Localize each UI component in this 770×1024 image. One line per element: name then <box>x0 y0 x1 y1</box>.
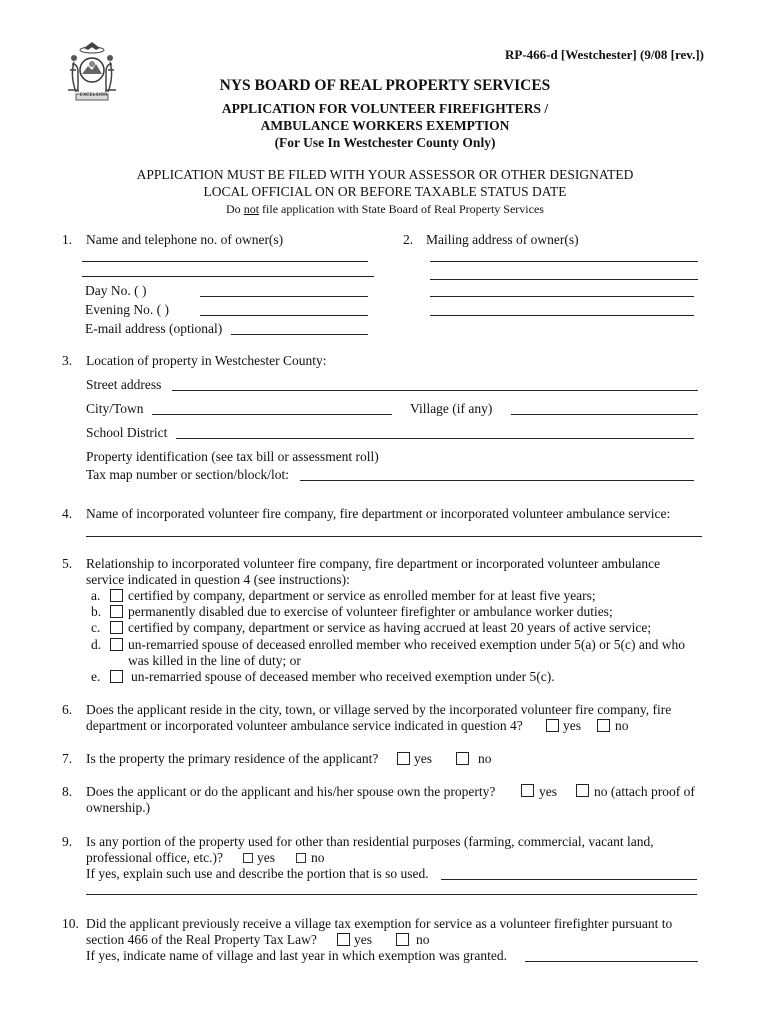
school-district-label: School District <box>86 425 168 440</box>
q5-option-e-text: un-remarried spouse of deceased member who received exemption under 5(c). <box>131 669 555 684</box>
q7-no-checkbox[interactable] <box>456 752 469 765</box>
q6-yes-label: yes <box>563 718 581 733</box>
seal-motto: EXCELSIOR <box>80 93 108 98</box>
property-id-label: Property identification (see tax bill or assessment roll) <box>86 449 379 464</box>
q5-option-e-checkbox[interactable] <box>110 670 123 683</box>
q5-line2: service indicated in question 4 (see instructions): <box>86 572 350 587</box>
q10-village-year-field[interactable] <box>525 944 698 962</box>
q6-no-checkbox[interactable] <box>597 719 610 732</box>
street-address-label: Street address <box>86 377 162 392</box>
q10-line3: If yes, indicate name of village and last year in which exemption was granted. <box>86 948 507 963</box>
q7-yes-label: yes <box>414 751 432 766</box>
q5-option-d-text-cont: was killed in the line of duty; or <box>128 653 301 668</box>
mailing-address-field-3[interactable] <box>430 279 694 297</box>
tax-map-field[interactable] <box>300 463 694 481</box>
street-address-field[interactable] <box>172 373 698 391</box>
q6-line2: department or incorporated volunteer ambulance service indicated in question 4? <box>86 718 523 733</box>
q6-yes-checkbox[interactable] <box>546 719 559 732</box>
q9-yes-checkbox[interactable] <box>243 853 253 863</box>
q6-number: 6. <box>62 702 73 717</box>
q10-line1: Did the applicant previously receive a village tax exemption for service as a volunteer firefighter pursuant to <box>86 916 673 931</box>
agency-title: NYS BOARD OF REAL PROPERTY SERVICES <box>219 77 551 94</box>
nys-seal <box>62 40 122 106</box>
q10-line2: section 466 of the Real Property Tax Law? <box>86 932 317 947</box>
q8-line1: Does the applicant or do the applicant and his/her spouse own the property? <box>86 784 496 799</box>
q5-line1: Relationship to incorporated volunteer fire company, fire department or incorporated volunteer ambulance <box>86 556 661 571</box>
q4-number: 4. <box>62 506 73 521</box>
q7-number: 7. <box>62 751 73 766</box>
q5-option-b-letter: b. <box>91 604 102 619</box>
q9-number: 9. <box>62 834 73 849</box>
q1-number: 1. <box>62 232 73 247</box>
q10-number: 10. <box>62 916 79 931</box>
q5-option-a-text: certified by company, department or service as enrolled member for at least five years; <box>128 588 596 603</box>
q3-number: 3. <box>62 353 73 368</box>
q5-option-a-checkbox[interactable] <box>110 589 123 602</box>
q8-no-checkbox[interactable] <box>576 784 589 797</box>
city-town-field[interactable] <box>152 397 392 415</box>
q6-no-label: no <box>615 718 629 733</box>
q10-no-label: no <box>416 932 430 947</box>
q8-number: 8. <box>62 784 73 799</box>
form-title-line2: AMBULANCE WORKERS EXEMPTION <box>260 118 510 133</box>
q10-yes-label: yes <box>354 932 372 947</box>
q5-option-d-checkbox[interactable] <box>110 638 123 651</box>
email-label: E-mail address (optional) <box>85 321 223 336</box>
q5-option-c-text: certified by company, department or service as having accrued at least 20 years of active service; <box>128 620 652 635</box>
q5-option-b-checkbox[interactable] <box>110 605 123 618</box>
q5-option-d-text: un-remarried spouse of deceased enrolled member who received exemption under 5(a) or 5(c) and who <box>128 637 686 652</box>
mailing-address-field-4[interactable] <box>430 298 694 316</box>
tax-map-label: Tax map number or section/block/lot: <box>86 467 290 482</box>
evening-phone-field[interactable] <box>200 298 368 316</box>
q2-label: Mailing address of owner(s) <box>426 232 579 247</box>
q3-label: Location of property in Westchester County: <box>86 353 327 368</box>
mailing-address-field-2[interactable] <box>430 262 698 280</box>
q9-no-label: no <box>311 850 325 865</box>
q5-option-e-letter: e. <box>91 669 101 684</box>
q10-yes-checkbox[interactable] <box>337 933 350 946</box>
q8-yes-label: yes <box>539 784 557 799</box>
q9-no-checkbox[interactable] <box>296 853 306 863</box>
email-field[interactable] <box>231 317 368 335</box>
q7-yes-checkbox[interactable] <box>397 752 410 765</box>
q1-label: Name and telephone no. of owner(s) <box>86 232 284 247</box>
filing-notice-line2: LOCAL OFFICIAL ON OR BEFORE TAXABLE STATUS DATE <box>203 184 567 199</box>
city-town-label: City/Town <box>86 401 144 416</box>
form-title-line1: APPLICATION FOR VOLUNTEER FIREFIGHTERS / <box>221 101 549 116</box>
evening-phone-label: Evening No. ( ) <box>85 302 169 317</box>
fire-company-name-field[interactable] <box>86 519 702 537</box>
q7-label: Is the property the primary residence of the applicant? <box>86 751 379 766</box>
form-title-line3: (For Use In Westchester County Only) <box>274 135 496 150</box>
day-phone-field[interactable] <box>200 279 368 297</box>
q9-line3: If yes, explain such use and describe the portion that is so used. <box>86 866 429 881</box>
q5-option-c-letter: c. <box>91 620 101 635</box>
q9-yes-label: yes <box>257 850 275 865</box>
q9-explain-field-2[interactable] <box>86 877 697 895</box>
q5-number: 5. <box>62 556 73 571</box>
day-phone-label: Day No. ( ) <box>85 283 147 298</box>
school-district-field[interactable] <box>176 421 694 439</box>
village-field[interactable] <box>511 397 698 415</box>
q8-no-label: no (attach proof of <box>594 784 695 799</box>
q4-label: Name of incorporated volunteer fire company, fire department or incorporated volunteer ambulance service: <box>86 506 671 521</box>
q8-line2: ownership.) <box>86 800 151 815</box>
owner-name-field-2[interactable] <box>82 259 374 277</box>
mailing-address-field-1[interactable] <box>430 244 698 262</box>
q6-line1: Does the applicant reside in the city, town, or village served by the incorporated volunteer fire company, fire <box>86 702 672 717</box>
q5-option-b-text: permanently disabled due to exercise of volunteer firefighter or ambulance worker duties; <box>128 604 613 619</box>
q2-number: 2. <box>403 232 414 247</box>
q5-option-d-letter: d. <box>91 637 102 652</box>
form-id: RP-466-d [Westchester] (9/08 [rev.]) <box>504 47 704 62</box>
q8-yes-checkbox[interactable] <box>521 784 534 797</box>
q9-line1: Is any portion of the property used for other than residential purposes (farming, commercial, vacant land, <box>86 834 654 849</box>
q5-option-a-letter: a. <box>91 588 101 603</box>
q7-no-label: no <box>478 751 492 766</box>
q9-line2: professional office, etc.)? <box>86 850 223 865</box>
q10-no-checkbox[interactable] <box>396 933 409 946</box>
filing-notice-line3: Do not file application with State Board of Real Property Services <box>226 202 544 216</box>
filing-notice-line1: APPLICATION MUST BE FILED WITH YOUR ASSESSOR OR OTHER DESIGNATED <box>136 167 634 182</box>
village-label: Village (if any) <box>410 401 493 416</box>
q5-option-c-checkbox[interactable] <box>110 621 123 634</box>
